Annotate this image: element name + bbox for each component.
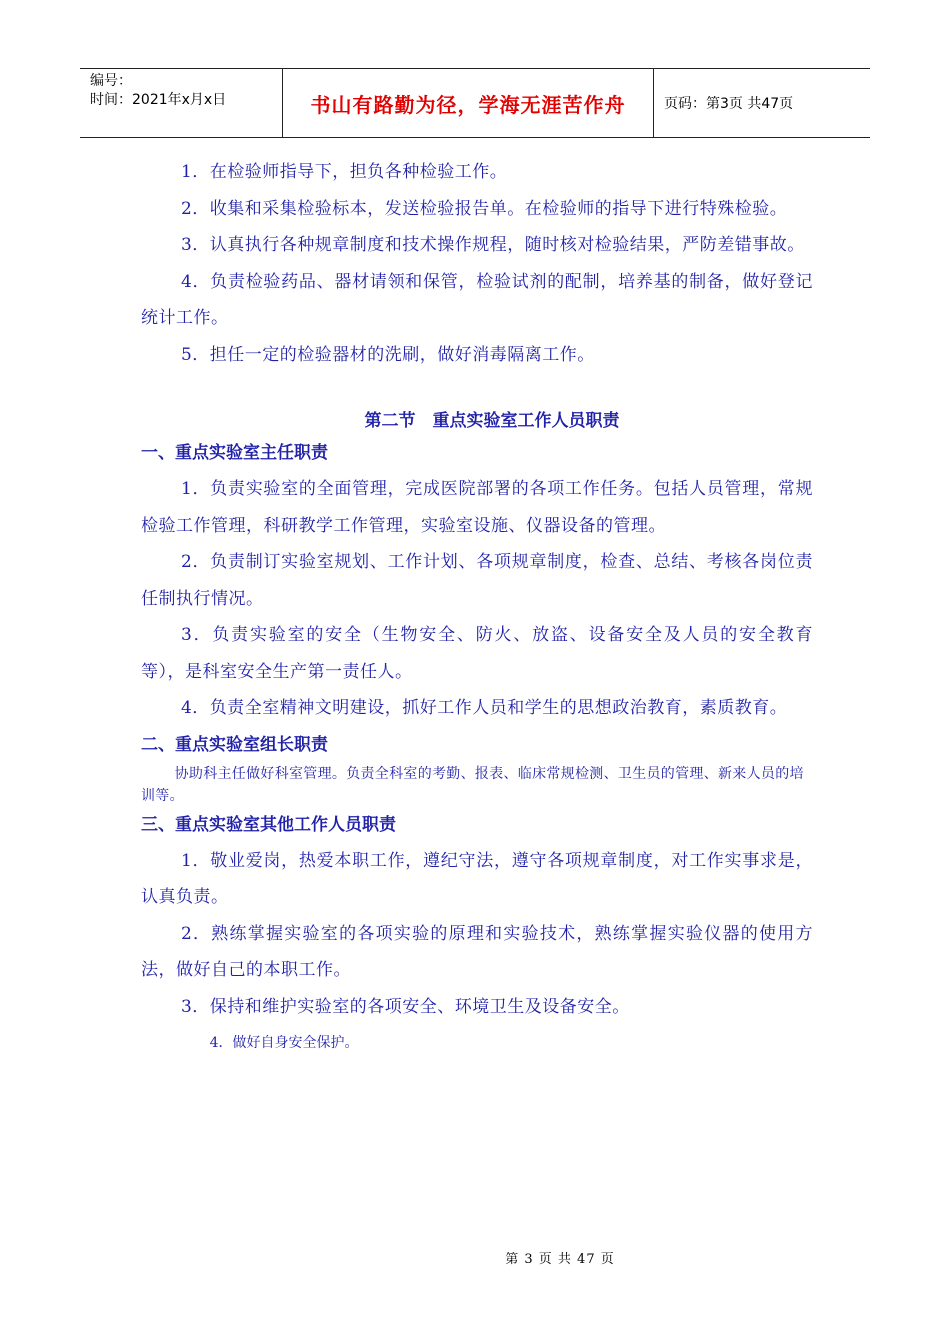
part1-item: 4．负责全室精神文明建设，抓好工作人员和学生的思想政治教育，素质教育。 xyxy=(180,698,788,718)
part3-last-item: 4．做好自身安全保护。 xyxy=(209,1035,359,1051)
part1-heading: 一、重点实验室主任职责 xyxy=(141,443,328,463)
part3-heading: 三、重点实验室其他工作人员职责 xyxy=(141,814,396,835)
intro-item: 4．负责检验药品、器材请领和保管，检验试剂的配制，培养基的制备，做好登记统计工作。 xyxy=(141,271,813,328)
part2-text: 协助科主任做好科室管理。负责全科室的考勤、报表、临床常规检测、卫生员的管理、新来人员的培训等。 xyxy=(141,765,804,804)
part1-item: 1．负责实验室的全面管理，完成医院部署的各项工作任务。包括人员管理，常规检验工作管理，科研教学工作管理，实验室设施、仪器设备的管理。 xyxy=(141,479,813,536)
section-title: 第二节 重点实验室工作人员职责 xyxy=(364,411,620,431)
header-page-info: 页码：第3页 共47页 xyxy=(664,96,794,112)
part1-item: 3．负责实验室的安全（生物安全、防火、放盗、设备安全及人员的安全教育等），是科室安全生产第一责任人。 xyxy=(141,625,813,682)
number-label: 编号： xyxy=(90,73,132,89)
part3-item: 1．敬业爱岗，热爱本职工作，遵纪守法，遵守各项规章制度，对工作实事求是，认真负责。 xyxy=(141,850,813,907)
intro-item: 2．收集和采集检验标本，发送检验报告单。在检验师的指导下进行特殊检验。 xyxy=(180,198,788,219)
part1-item: 2．负责制订实验室规划、工作计划、各项规章制度，检查、总结、考核各岗位责任制执行情况。 xyxy=(141,552,813,609)
document-body xyxy=(141,154,813,1061)
header-meta xyxy=(80,69,282,137)
intro-item: 1．在检验师指导下，担负各种检验工作。 xyxy=(180,162,508,182)
page-header xyxy=(80,68,870,138)
part3-item: 3．保持和维护实验室的各项安全、环境卫生及设备安全。 xyxy=(180,996,630,1017)
intro-item: 3．认真执行各种规章制度和技术操作规程，随时核对检验结果，严防差错事故。 xyxy=(180,235,805,255)
page-footer: 第 3 页 共 47 页 xyxy=(505,1252,615,1267)
header-motto: 书山有路勤为径，学海无涯苦作舟 xyxy=(282,69,654,137)
part2-heading: 二、重点实验室组长职责 xyxy=(141,734,328,755)
intro-item: 5．担任一定的检验器材的洗刷，做好消毒隔离工作。 xyxy=(180,344,595,365)
time-label: 时间：2021年x月x日 xyxy=(90,92,227,108)
part3-item: 2．熟练掌握实验室的各项实验的原理和实验技术，熟练掌握实验仪器的使用方法，做好自己的本职工作。 xyxy=(141,923,813,980)
